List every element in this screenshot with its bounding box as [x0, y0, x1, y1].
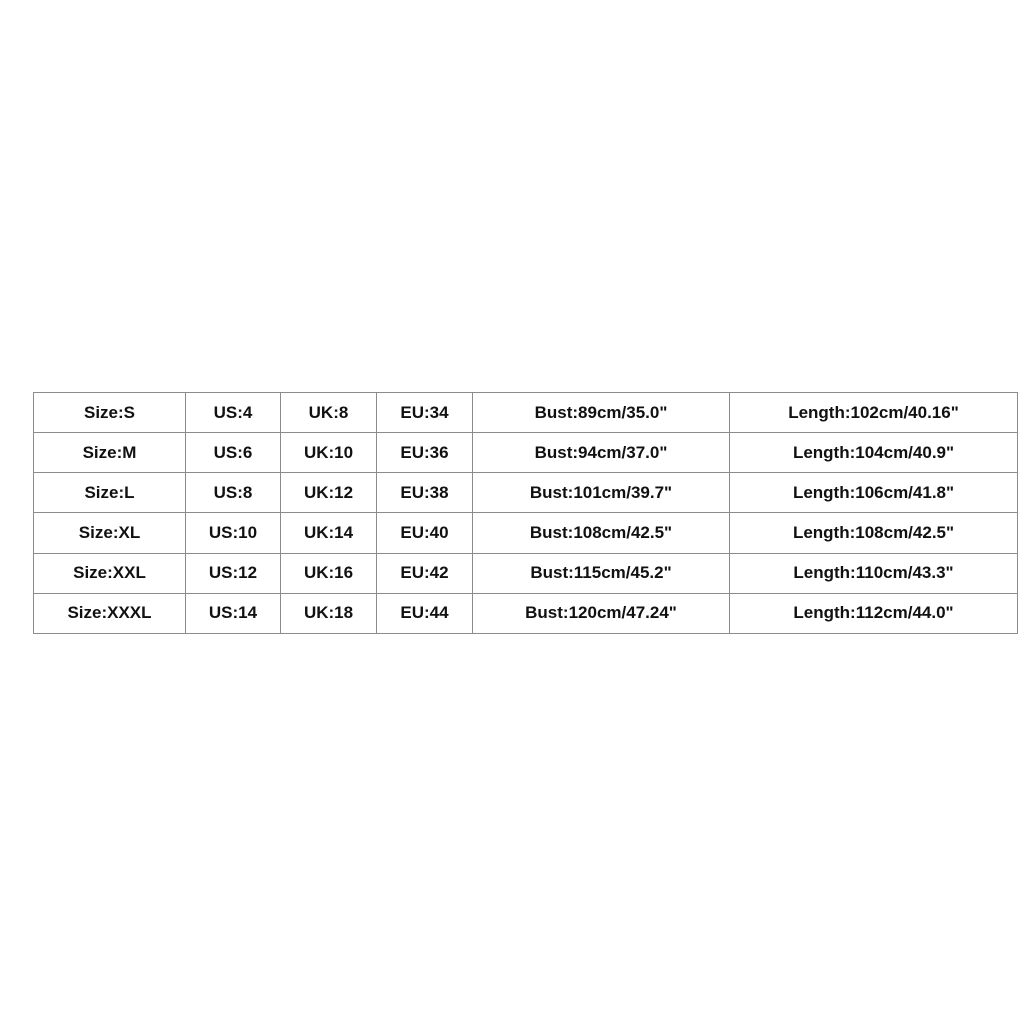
- length-cell: Length:104cm/40.9": [730, 433, 1018, 473]
- eu-size-cell: EU:44: [377, 593, 473, 633]
- uk-size-cell: UK:16: [281, 553, 377, 593]
- bust-cell: Bust:101cm/39.7": [473, 473, 730, 513]
- uk-size-cell: UK:8: [281, 393, 377, 433]
- length-cell: Length:110cm/43.3": [730, 553, 1018, 593]
- length-cell: Length:112cm/44.0": [730, 593, 1018, 633]
- size-cell: Size:XL: [34, 513, 186, 553]
- us-size-cell: US:10: [186, 513, 281, 553]
- bust-cell: Bust:115cm/45.2": [473, 553, 730, 593]
- uk-size-cell: UK:10: [281, 433, 377, 473]
- us-size-cell: US:6: [186, 433, 281, 473]
- table-row: [34, 513, 1018, 553]
- size-chart-table: [33, 392, 1018, 634]
- uk-size-cell: UK:12: [281, 473, 377, 513]
- size-cell: Size:L: [34, 473, 186, 513]
- table-row: [34, 433, 1018, 473]
- size-cell: Size:XXL: [34, 553, 186, 593]
- bust-cell: Bust:94cm/37.0": [473, 433, 730, 473]
- uk-size-cell: UK:14: [281, 513, 377, 553]
- eu-size-cell: EU:40: [377, 513, 473, 553]
- size-cell: Size:M: [34, 433, 186, 473]
- table-row: [34, 553, 1018, 593]
- table-row: [34, 593, 1018, 633]
- bust-cell: Bust:120cm/47.24": [473, 593, 730, 633]
- eu-size-cell: EU:38: [377, 473, 473, 513]
- table-row: [34, 473, 1018, 513]
- length-cell: Length:108cm/42.5": [730, 513, 1018, 553]
- bust-cell: Bust:89cm/35.0": [473, 393, 730, 433]
- size-cell: Size:XXXL: [34, 593, 186, 633]
- us-size-cell: US:12: [186, 553, 281, 593]
- eu-size-cell: EU:42: [377, 553, 473, 593]
- us-size-cell: US:4: [186, 393, 281, 433]
- length-cell: Length:102cm/40.16": [730, 393, 1018, 433]
- eu-size-cell: EU:36: [377, 433, 473, 473]
- us-size-cell: US:8: [186, 473, 281, 513]
- length-cell: Length:106cm/41.8": [730, 473, 1018, 513]
- size-cell: Size:S: [34, 393, 186, 433]
- eu-size-cell: EU:34: [377, 393, 473, 433]
- uk-size-cell: UK:18: [281, 593, 377, 633]
- bust-cell: Bust:108cm/42.5": [473, 513, 730, 553]
- us-size-cell: US:14: [186, 593, 281, 633]
- table-row: [34, 393, 1018, 433]
